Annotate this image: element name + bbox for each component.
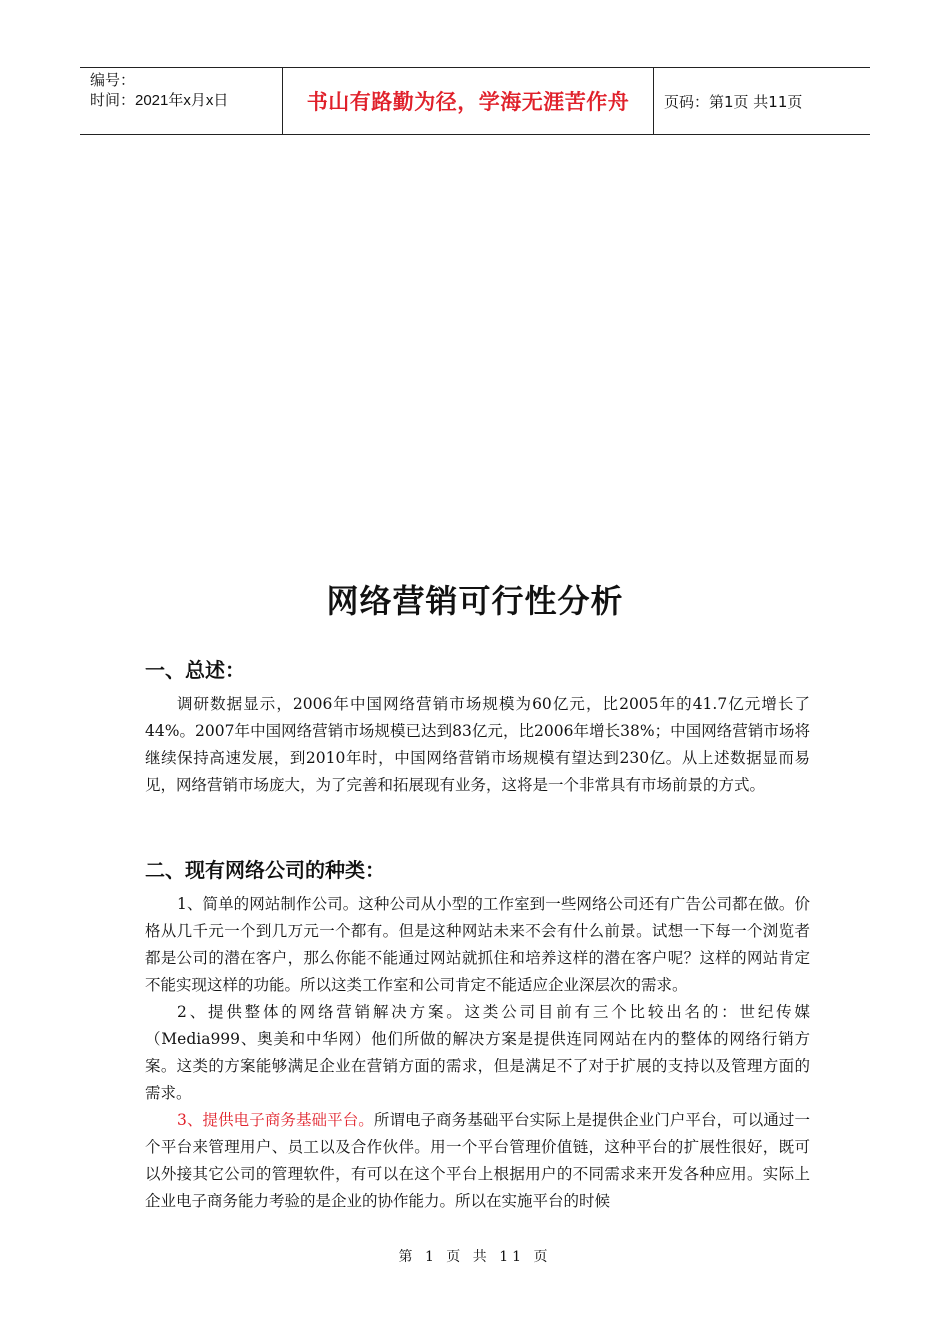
paragraph: 2、提供整体的网络营销解决方案。这类公司目前有三个比较出名的：世纪传媒（Media999、奥美和中华网）他们所做的解决方案是提供连同网站在内的整体的网络行销方案。这类的方案能够满足企业在营销方面的需求，但是满足不了对于扩展的支持以及管理方面的需求。: [145, 1003, 810, 1102]
page-footer: 第 1 页 共 11 页: [398, 1249, 552, 1265]
paragraph: 1、简单的网站制作公司。这种公司从小型的工作室到一些网络公司还有广告公司都在做。价格从几千元一个到几万元一个都有。但是这种网站未来不会有什么前景。试想一下每一个浏览者都是公司的潜在客户，那么你能不能通过网站就抓住和培养这样的潜在客户呢？这样的网站肯定不能实现这样的功能。所以这类工作室和公司肯定不能适应企业深层次的需求。: [145, 895, 810, 994]
header-meta: [80, 68, 282, 134]
number-label: 编号：: [90, 72, 136, 89]
document-title: 网络营销可行性分析: [326, 582, 624, 620]
section-heading: 二、现有网络公司的种类：: [145, 858, 385, 882]
section-company-types: [145, 854, 810, 1215]
motto: 书山有路勤为径，学海无涯苦作舟: [306, 90, 630, 114]
section-overview: [145, 654, 810, 799]
page-code: 页码：第1页 共11页: [664, 92, 803, 111]
paragraph: 调研数据显示，2006年中国网络营销市场规模为60亿元，比2005年的41.7亿元增长了44%。2007年中国网络营销市场规模已达到83亿元，比2006年增长38%；中国网络营销市场将继续保持高速发展，到2010年时，中国网络营销市场规模有望达到230亿。从上述数据显而易见，网络营销市场庞大，为了完善和拓展现有业务，这将是一个非常具有市场前景的方式。: [145, 695, 810, 794]
time-label: 时间：2021年x月x日: [90, 92, 229, 109]
paragraph: [145, 1107, 810, 1215]
header-motto-cell: [282, 68, 654, 134]
highlight-lead: 3、提供电子商务基础平台。: [177, 1111, 374, 1129]
section-heading: 一、总述：: [145, 658, 245, 682]
header-page-cell: [654, 68, 870, 134]
document-header: [80, 67, 870, 135]
paragraph-rest: 所谓电子商务基础平台实际上是提供企业门户平台，可以通过一个平台来管理用户、员工以及合作伙伴。用一个平台管理价值链，这种平台的扩展性很好，既可以外接其它公司的管理软件，有可以在这个平台上根据用户的不同需求来开发各种应用。实际上企业电子商务能力考验的是企业的协作能力。所以在实施平台的时候: [145, 1111, 810, 1210]
